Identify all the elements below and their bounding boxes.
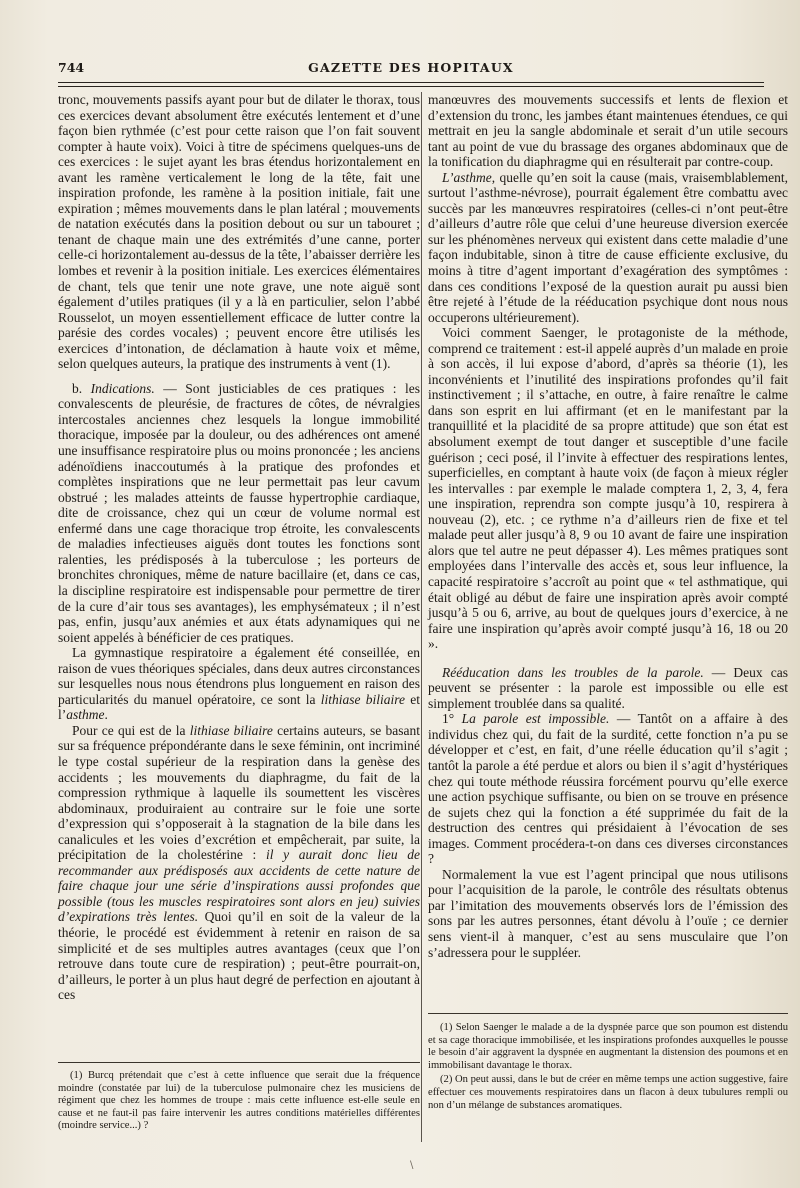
footnote-suggestive-action: (2) On peut aussi, dans le but de créer en même temps une action suggestive, faire effectuer ces mouvements respiratoires dans un flacon à deux tubulures rempli ou non d’un mélange de substances aromatiques. bbox=[428, 1074, 789, 1111]
right-column bbox=[428, 92, 788, 960]
footnote-rule-left bbox=[58, 1062, 420, 1063]
page-number: 744 bbox=[58, 60, 85, 75]
paragraph-asthma: L’asthme, quelle qu’en soit la cause (mais, vraisemblablement, surtout l’asthme-névrose), pourrait également être combattu avec succès par les manœuvres respiratoires (celles-ci n’ont peut-être d’ailleurs d’autre rôle que celui d’une heureuse diversion exercée sur les phénomènes nerveux qui existent dans cette maladie d’une façon indubitable, sinon à titre de cause efficiente exclusive, du moins à titre d’agent important d’exagération des symptômes : dans ces conditions l’exposé de la question aurait pu aussi bien être rejeté à l’étude de la rééducation psychique dont nous nous occuperons ultérieurement). bbox=[428, 169, 788, 325]
paragraph-trunk-movements: manœuvres des mouvements successifs et lents de flexion et d’extension du tronc, les jambes étant maintenues étendues, ce qui mettrait en jeu la sangle abdominale et serait d’un utile secours tant au point de vue du brassage des organes abdominaux que de la tonification du diaphragme qui en résulterait par contre-coup. bbox=[428, 92, 788, 170]
paragraph-respiratory-gymnastics: La gymnastique respiratoire a également été conseillée, en raison de vues théoriques spéciales, dans deux autres circonstances sur lesquelles nous nous étendrons plus longuement en raison des particularités du manuel opératoire, ce sont la lithiase biliaire et l’asthme. bbox=[58, 645, 421, 723]
journal-title: GAZETTE DES HOPITAUX bbox=[308, 60, 514, 75]
heading-indications: Indications. bbox=[90, 380, 155, 396]
heading-speech-reeducation: Rééducation dans les troubles de la parole. bbox=[442, 664, 704, 680]
footnotes-left bbox=[58, 1070, 420, 1133]
footnote-burcq: (1) Burcq prétendait que c’est à cette influence que serait due la fréquence moindre (constatée par lui) de la tuberculose pulmonaire chez les musiciens de régiment que chez les hommes de troupe : mais cette influence est-elle seule en cause et ne faut-il pas faire intervenir les autres conditions matérielles différentes (moindre service...) ? bbox=[58, 1070, 420, 1132]
header-rule-thin bbox=[58, 86, 764, 87]
column-divider bbox=[421, 92, 422, 1142]
bottom-mark: \ bbox=[410, 1160, 414, 1171]
paragraph-indications: b. Indications. — Sont justiciables de ces pratiques : les convalescents de pleurésie, de fractures de côtes, de névralgies intercostales anciennes chez lesquels la longue immobilité thoracique, imposée par la douleur, ou des adhérences ont amené une insuffisance respiratoire plus ou moins prononcée ; les anciens adénoïdiens inaccoutumés à la pratique des profondes et complètes inspirations que ne leur permettait pas leur cavum obstrué ; les malades atteints de fausse hypertrophie cardiaque, dite de croissance, chez qui un cœur de volume normal est enfermé dans une cage thoracique trop étroite, les convalescents de maladies infectieuses aiguës dont toutes les fonctions sont ralenties, les prédisposés à la tuberculose ; les porteurs de bronchites chroniques, même de nature bacillaire (et, dans ce cas, la discipline respiratoire est indispensable pour permettre de tirer de la cure d’air tous ses avantages), les emphysémateux ; il n’est pas, enfin, jusqu’aux anémies et aux états adynamiques qui ne soient appelés à bénéficier de ces pratiques. bbox=[58, 380, 421, 645]
footnotes-right bbox=[428, 1022, 788, 1112]
paragraph-vision-hearing: Normalement la vue est l’agent principal que nous utilisons pour l’acquisition de la parole, le contrôle des résultats obtenus par l’imitation des mouvements observés lors de l’émission des sons par les autres personnes, étant dévolu à l’ouïe ; ce dernier sens vient-il à manquer, c’est au sens musculaire que l’on s’adressera pour le suppléer. bbox=[428, 866, 788, 960]
footnote-rule-right bbox=[428, 1013, 788, 1014]
paragraph-speech-impossible: 1° La parole est impossible. — Tantôt on a affaire à des individus chez qui, du fait de la surdité, cette fonction n’a pu se développer et c’est, en fait, d’une réelle éducation qu’il s’agit ; tantôt la parole a été perdue et alors ou bien il s’agit d’hystériques chez qui toute méthode réussira forcément pourvu qu’elle exerce une action psychique suffisante, ou bien on se trouve en présence de sujets chez qui la fonction a été supprimée du fait de la destruction des centres qui présidaient à l’évocation de ses images. Comment procédera-t-on dans ces diverses circonstances ? bbox=[428, 711, 788, 867]
left-column bbox=[58, 92, 420, 1003]
paragraph-biliary-lithiasis: Pour ce qui est de la lithiase biliaire certains auteurs, se basant sur sa fréquence prépondérante dans le sexe féminin, ont incriminé le type costal supérieur de la respiration dans la genèse des accidents ; les mouvements du diaphragme, du fait de la compression rythmique à laquelle ils soumettent les viscères abdominaux, produiraient au contraire sur le foie une sorte d’expression qui s’opposerait à la stagnation de la bile dans les canalicules et les voies d’excrétion et empêcherait, par suite, la précipitation de la cholestérine : il y aurait donc lieu de recommander aux prédisposés aux accidents de cette nature de faire chaque jour une série d’inspirations aussi profondes que possible (tous les muscles respiratoires sont alors en jeu) suivies d’expirations très lentes. Quoi qu’il en soit de la valeur de la théorie, le procédé est évidemment à retenir en raison de sa simplicité et de ses multiples autres avantages (ceux que l’on retrouve dans toute cure de respiration) ; peut-être pourrait-on, d’ailleurs, le porter à un plus haut degré de perfection en ajoutant à ces bbox=[58, 722, 420, 1003]
running-header bbox=[58, 58, 764, 80]
paragraph-saenger-method: Voici comment Saenger, le protagoniste de la méthode, comprend ce traitement : est-il appelé auprès d’un malade en proie à son accès, il lui expose d’abord, d’après sa théorie (1), les inconvénients et l’inutilité des inspirations profondes qu’il fait instinctivement ; il s’attache, en outre, à faire renaître le calme dans son esprit en lui affirmant (et en le manifestant par la tranquillité et la placidité de sa propre attitude) que son état est absolument exempt de tout danger et susceptible d’une facile guérison ; ceci posé, il l’invite à effectuer des respirations lentes, superficielles, en comptant à haute voix (de façon à mieux régler les intervalles : par exemple le malade comptera 1, 2, 3, 4, fera une inspiration, reprendra son compte jusqu’à 10, respirera à nouveau (2), etc. ; ce rythme n’a d’ailleurs rien de fixe et tel malade peut aller jusqu’à 8, 9 ou 10 avant de faire une inspiration alors que tel autre ne peut dépasser 4). Les mêmes pratiques sont employées dans l’intervalle des accès et, sous leur influence, la capacité respiratoire s’accroît au point que « tel asthmatique, qui était obligé au début de faire une inspiration après avoir compté jusqu’à 5 ou 6, arrive, au bout de quelques jours d’exercice, à ne faire une inspiration qu’après avoir compté jusqu’à 16, 18 ou 20 ». bbox=[428, 325, 788, 652]
header-rule-thick bbox=[58, 82, 764, 83]
footnote-saenger: (1) Selon Saenger le malade a de la dyspnée parce que son poumon est distendu et sa cage thoracique immobilisée, et les inspirations profondes auxquelles le pousse le besoin d’air aggravent la dyspnée en augmentant la distension des poumons et en immobilisant davantage le thorax. bbox=[428, 1022, 788, 1071]
paragraph-exercises: tronc, mouvements passifs ayant pour but de dilater le thorax, tous ces exercices devant absolument être exécutés lentement et d’une façon bien rythmée (c’est pour cette raison que l’on fait souvent compter à haute voix). Voici à titre de spécimens quelques-uns de ces exercices : le sujet ayant les bras étendus horizontalement en avant les ramène verticalement le long de la tête, fait une inspiration profonde, les ramène à la position initiale, fait une expiration ; mêmes mouvements dans le plan latéral ; mouvements de natation exécutés dans la position debout ou sur un tabouret ; tenant de chaque main une des extrémités d’une canne, porter celle-ci horizontalement au-dessus de la tête, l’abaisser derrière les lombes et revenir à la position initiale. Les exercices élémentaires de chant, tels que tenir une note grave, une note aiguë sont également d’utiles pratiques (il y a là en particulier, selon l’abbé Rousselot, un moyen essentiellement efficace de lutter contre la parésie des cordes vocales) ; peuvent encore être utilisés les exercices d’intonation, de déclamation à haute voix et même, selon quelques auteurs, la pratique des instruments à vent (1). bbox=[58, 92, 420, 372]
paragraph-speech-reeducation: Rééducation dans les troubles de la parole. — Deux cas peuvent se présenter : la parole est impossible ou elle est simplement troublée dans sa qualité. bbox=[428, 664, 788, 711]
